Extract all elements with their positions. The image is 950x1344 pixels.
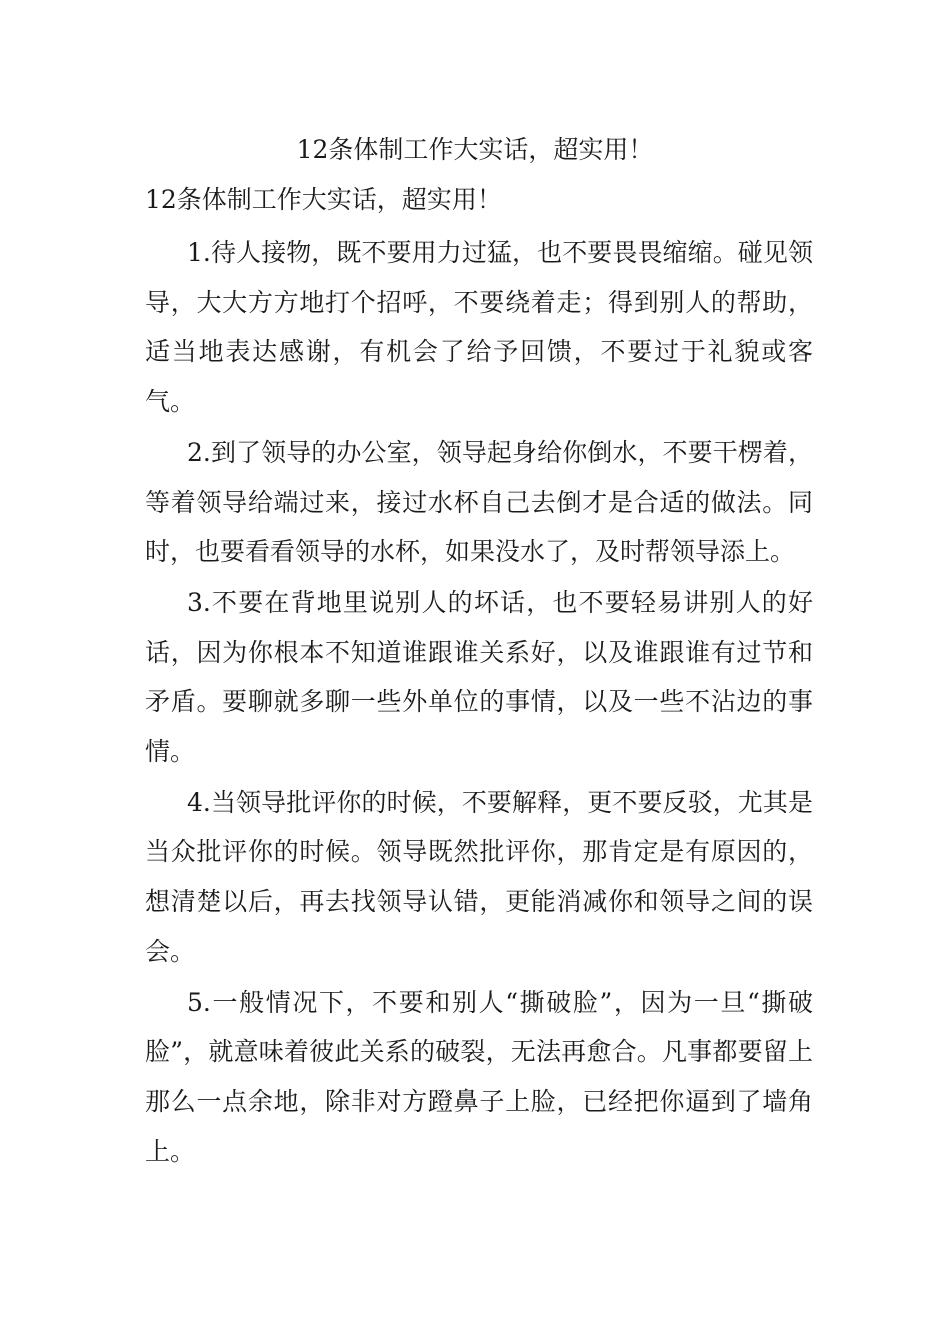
document-title: 12条体制工作大实话，超实用！	[296, 135, 654, 164]
item-text: 当领导批评你的时候，不要解释，更不要反驳，尤其是当众批评你的时候。领导既然批评你，那肯定是有原因的，想清楚以后，再去找领导认错，更能消减你和领导之间的误会。	[145, 787, 813, 966]
item-text: 待人接物，既不要用力过猛，也不要畏畏缩缩。碰见领导，大大方方地打个招呼，不要绕着走；得到别人的帮助，适当地表达感谢，有机会了给予回馈，不要过于礼貌或客气。	[145, 238, 813, 417]
list-item	[145, 778, 813, 977]
document-subtitle: 12条体制工作大实话，超实用！	[145, 185, 502, 214]
item-number: 2.	[187, 437, 211, 467]
item-text: 到了领导的办公室，领导起身给你倒水，不要干楞着，等着领导给端过来，接过水杯自己去倒才是合适的做法。同时，也要看看领导的水杯，如果没水了，及时帮领导添上。	[145, 437, 813, 567]
list-item	[145, 578, 813, 777]
item-text: 不要在背地里说别人的坏话，也不要轻易讲别人的好话，因为你根本不知道谁跟谁关系好，以及谁跟谁有过节和矛盾。要聊就多聊一些外单位的事情，以及一些不沾边的事情。	[145, 587, 813, 767]
list-item	[145, 428, 813, 577]
list-item	[145, 228, 813, 427]
item-number: 5.	[187, 987, 211, 1017]
item-number: 3.	[187, 587, 211, 617]
item-number: 1.	[187, 238, 211, 267]
item-text: 一般情况下，不要和别人“撕破脸”，因为一旦“撕破脸”，就意味着彼此关系的破裂，无法再愈合。凡事都要留上那么一点余地，除非对方蹬鼻子上脸，已经把你逼到了墙角上。	[145, 987, 813, 1166]
document-body	[145, 228, 813, 1177]
item-number: 4.	[187, 787, 211, 817]
list-item	[145, 978, 813, 1177]
